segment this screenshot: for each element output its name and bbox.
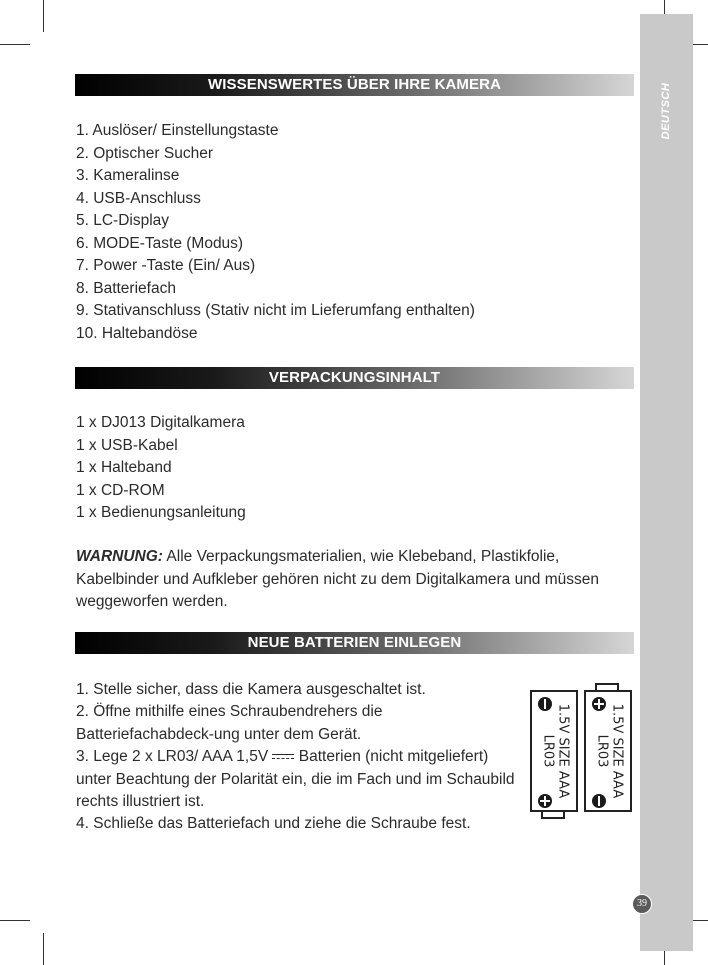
list-item: 9. Stativanschluss (Stativ nicht im Lieferumfang enthalten) [76, 302, 475, 319]
list-item: 1 x USB-Kabel [76, 436, 178, 454]
battery-step-2: 2. Öffne mithilfe eines Schraubendrehers die Batteriefachabdeck-ung unter dem Gerät. [76, 703, 383, 743]
list-item: 1 x CD-ROM [76, 481, 165, 499]
battery-step-4: 4. Schließe das Batteriefach und ziehe die Schraube fest. [76, 815, 471, 832]
list-item: 1 x DJ013 Digitalkamera [76, 414, 245, 431]
crop-mark [43, 933, 44, 965]
warning-label: WARNUNG: [76, 548, 163, 565]
section-title-camera-info: WISSENSWERTES ÜBER IHRE KAMERA [75, 74, 634, 96]
list-item: 5. LC-Display [76, 212, 170, 229]
language-label: DEUTSCH [660, 82, 672, 140]
battery-step-3 [76, 746, 521, 814]
language-side-tab [640, 14, 693, 951]
section-title-insert-batteries: NEUE BATTERIEN EINLEGEN [75, 632, 634, 654]
list-item: 3. Kameralinse [76, 167, 180, 184]
warning-paragraph [76, 546, 634, 614]
battery-right [585, 684, 631, 811]
list-item: 1 x Bedienungsanleitung [76, 504, 246, 521]
package-contents-list [76, 412, 631, 525]
battery-step-3-start: 3. Lege 2 x LR03/ AAA 1,5V [76, 748, 269, 765]
battery-terminal [596, 684, 618, 691]
battery-type-text: LR03 [540, 734, 556, 768]
list-item: 8. Batteriefach [76, 279, 176, 297]
battery-step-3-end: Batterien (nicht mitgeliefert) unter Beachtung der Polarität ein, die im Fach und im Schaubild rechts illustriert ist. [76, 748, 515, 810]
battery-left [531, 691, 577, 818]
battery-step-1: 1. Stelle sicher, dass die Kamera ausgeschaltet ist. [76, 681, 426, 698]
list-item: 4. USB-Anschluss [76, 189, 201, 207]
list-item: 10. Haltebandöse [76, 324, 198, 342]
section-title-package-contents: VERPACKUNGSINHALT [75, 367, 634, 389]
crop-mark [0, 44, 30, 45]
camera-parts-list [76, 120, 631, 345]
warning-text: Alle Verpackungsmaterialien, wie Klebeband, Plastikfolie, Kabelbinder und Aufkleber gehören nicht zu dem Digitalkamera und müssen weggeworfen werden. [76, 548, 600, 610]
battery-label-text: 1.5V SIZE AAA [609, 703, 625, 799]
list-item: 1. Auslöser/ Einstellungstaste [76, 122, 279, 139]
list-item: 7. Power -Taste (Ein/ Aus) [76, 257, 256, 274]
crop-mark [43, 0, 44, 32]
list-item: 6. MODE-Taste (Modus) [76, 234, 244, 252]
dc-symbol-icon [272, 753, 294, 761]
battery-label-text: 1.5V SIZE AAA [555, 703, 571, 799]
battery-polarity-diagram [528, 683, 638, 825]
page-number: 39 [632, 894, 652, 914]
list-item: 1 x Halteband [76, 459, 172, 476]
battery-terminal [542, 811, 564, 818]
crop-mark [0, 920, 30, 921]
battery-type-text: LR03 [594, 734, 610, 768]
list-item: 2. Optischer Sucher [76, 144, 213, 162]
